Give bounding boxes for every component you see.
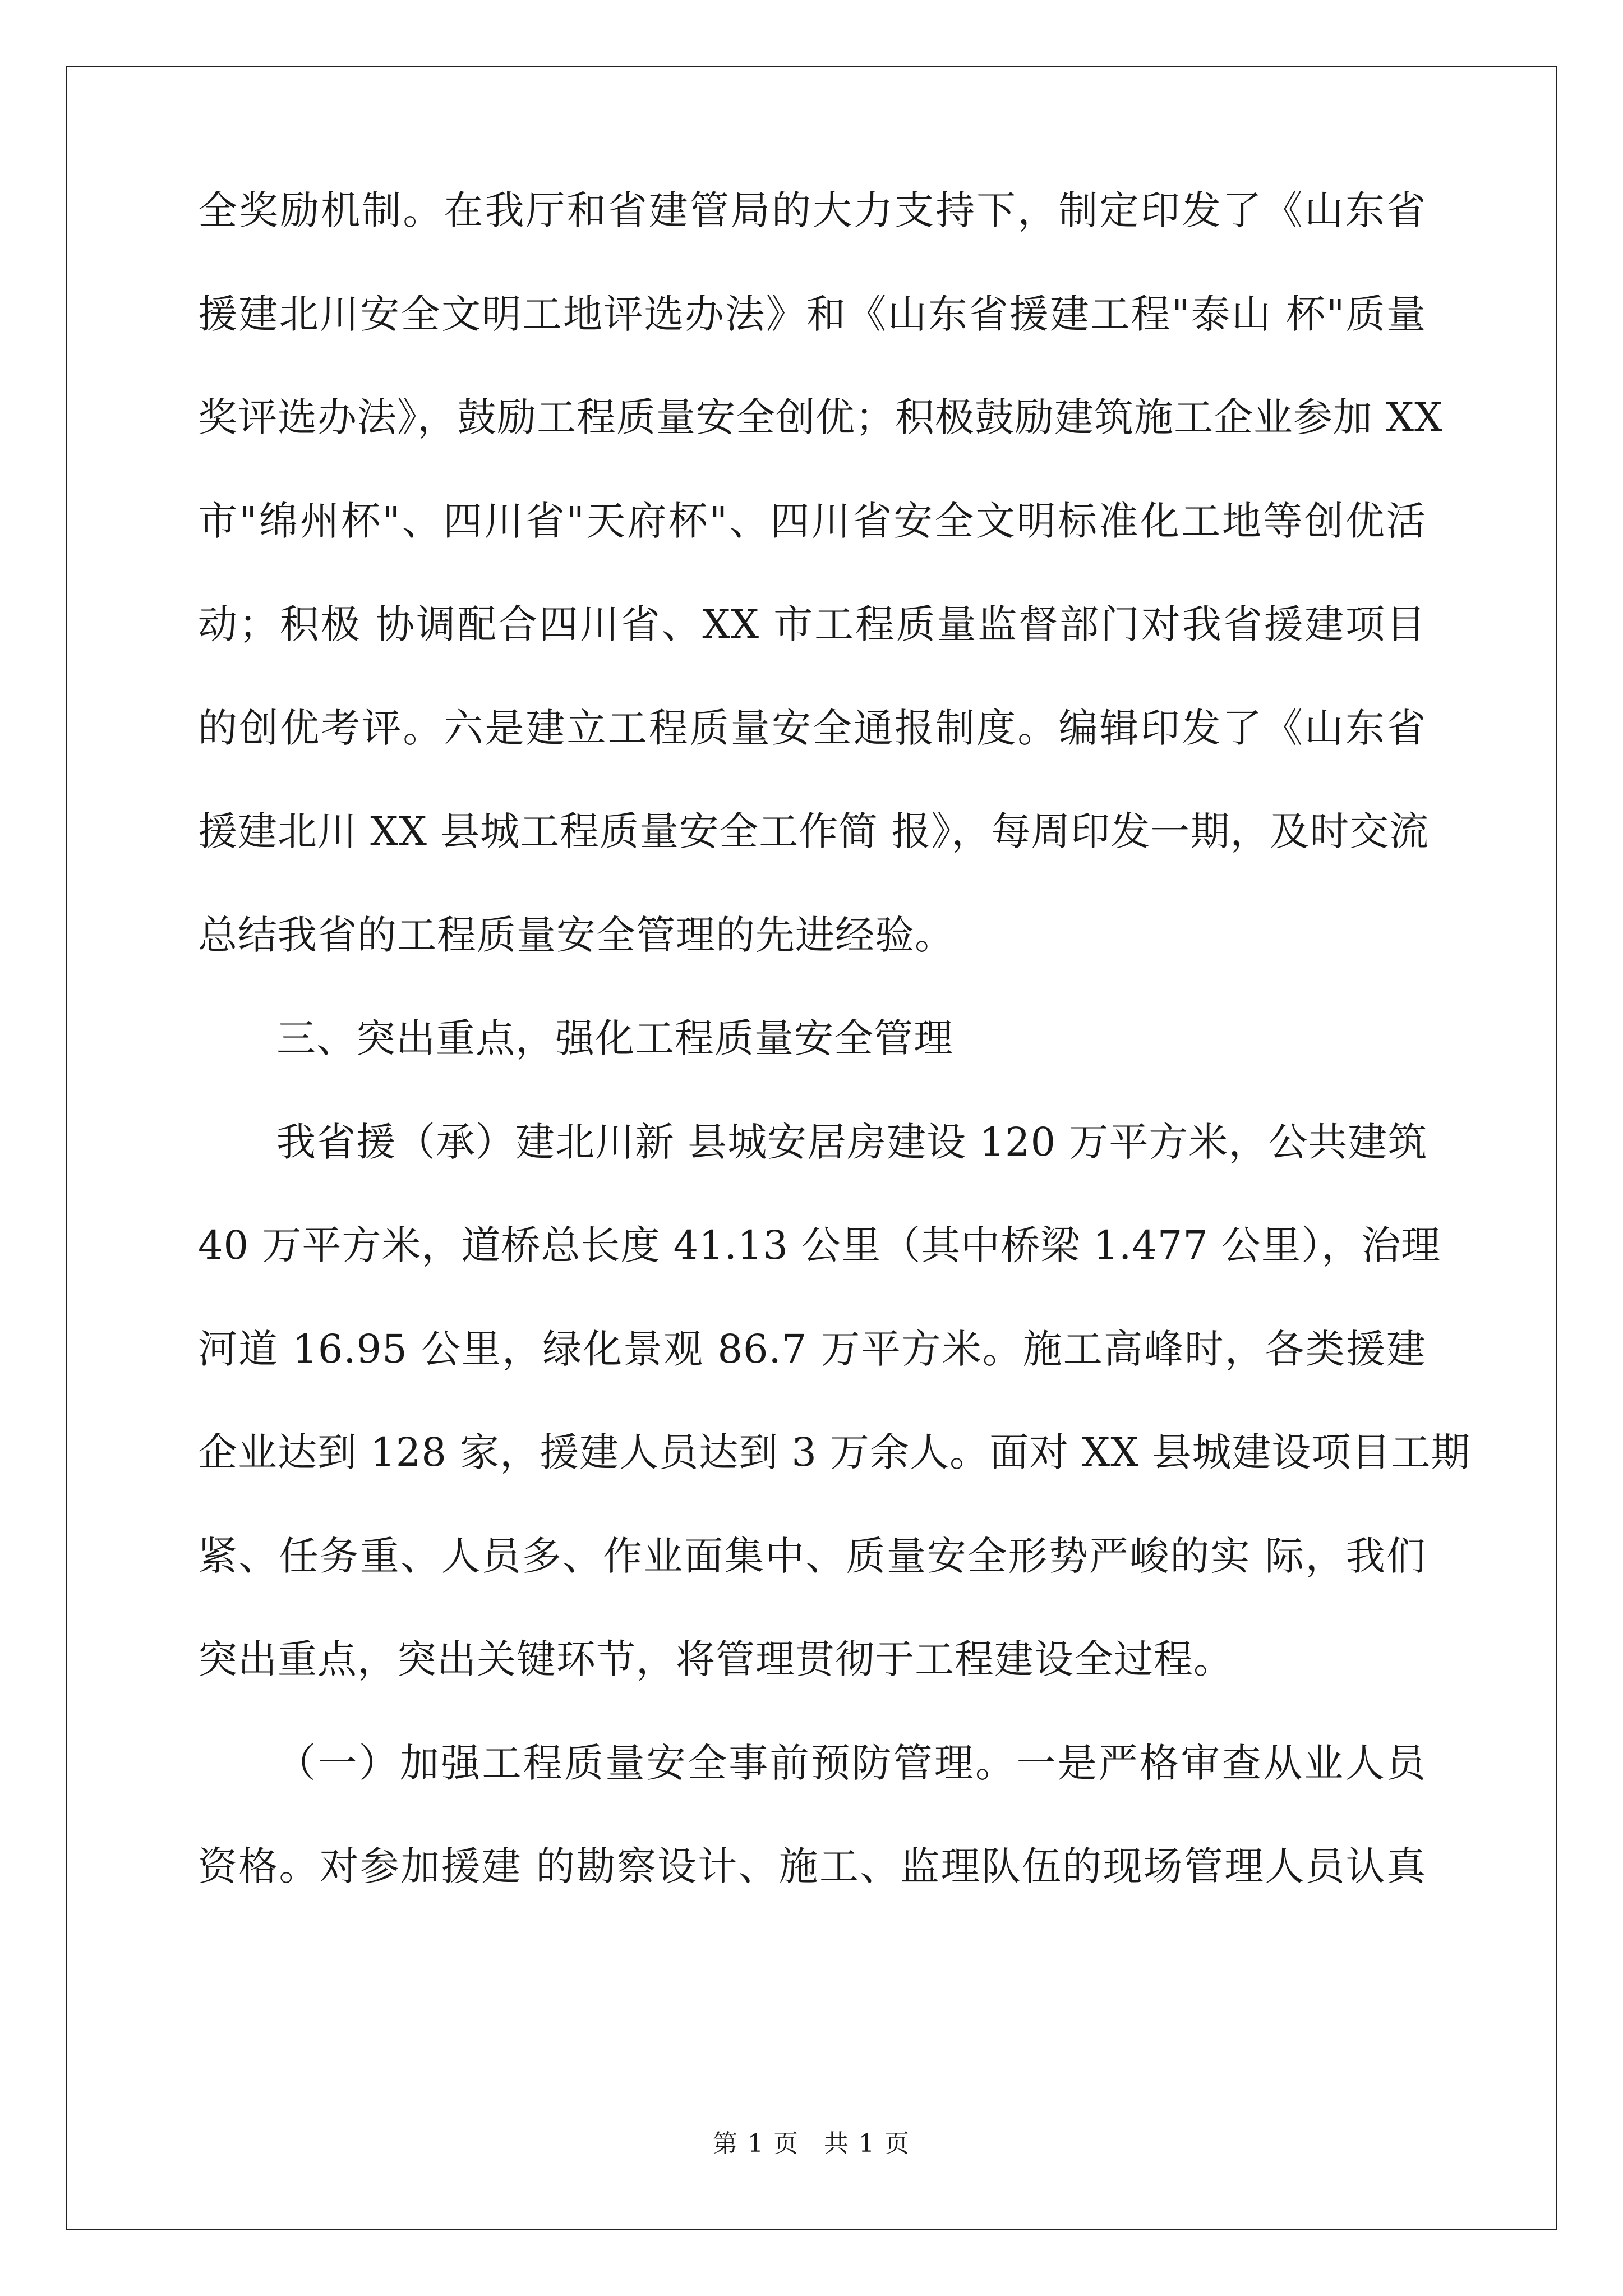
text-line: 动；积极 协调配合四川省、XX 市工程质量监督部门对我省援建项目	[198, 601, 1426, 647]
text-line-paragraph-end: 突出重点，突出关键环节，将管理贯彻于工程建设全过程。	[198, 1636, 1233, 1682]
text-line: 全奖励机制。在我厅和省建管局的大力支持下，制定印发了《山东省	[198, 187, 1426, 233]
paragraph-first-line: （一）加强工程质量安全事前预防管理。一是严格审查从业人员	[276, 1740, 1426, 1786]
document-body	[198, 187, 1471, 1950]
paragraph-first-line: 我省援（承）建北川新 县城安居房建设 120 万平方米，公共建筑	[276, 1119, 1428, 1165]
page-footer	[0, 2129, 1623, 2158]
text-line: 紧、任务重、人员多、作业面集中、质量安全形势严峻的实 际，我们	[198, 1533, 1426, 1579]
text-line-paragraph-end: 总结我省的工程质量安全管理的先进经验。	[198, 912, 955, 958]
text-line: 40 万平方米，道桥总长度 41.13 公里（其中桥梁 1.477 公里），治理	[198, 1222, 1441, 1268]
text-line: 的创优考评。六是建立工程质量安全通报制度。编辑印发了《山东省	[198, 705, 1426, 751]
text-line: 资格。对参加援建 的勘察设计、施工、监理队伍的现场管理人员认真	[198, 1843, 1426, 1889]
text-line: 河道 16.95 公里，绿化景观 86.7 万平方米。施工高峰时，各类援建	[198, 1326, 1426, 1372]
text-line: 企业达到 128 家，援建人员达到 3 万余人。面对 XX 县城建设项目工期	[198, 1429, 1471, 1475]
text-line: 援建北川 XX 县城工程质量安全工作简 报》，每周印发一期，及时交流	[198, 808, 1430, 854]
page-number-label: 第 1 页	[713, 2129, 799, 2158]
page-total-label: 共 1 页	[824, 2129, 910, 2158]
text-line: 援建北川安全文明工地评选办法》和《山东省援建工程"泰山 杯"质量	[198, 291, 1426, 337]
text-line: 市"绵州杯"、四川省"天府杯"、四川省安全文明标准化工地等创优活	[198, 498, 1426, 544]
text-line: 奖评选办法》，鼓励工程质量安全创优；积极鼓励建筑施工企业参加 XX	[198, 394, 1443, 440]
section-heading: 三、突出重点，强化工程质量安全管理	[276, 1015, 953, 1061]
